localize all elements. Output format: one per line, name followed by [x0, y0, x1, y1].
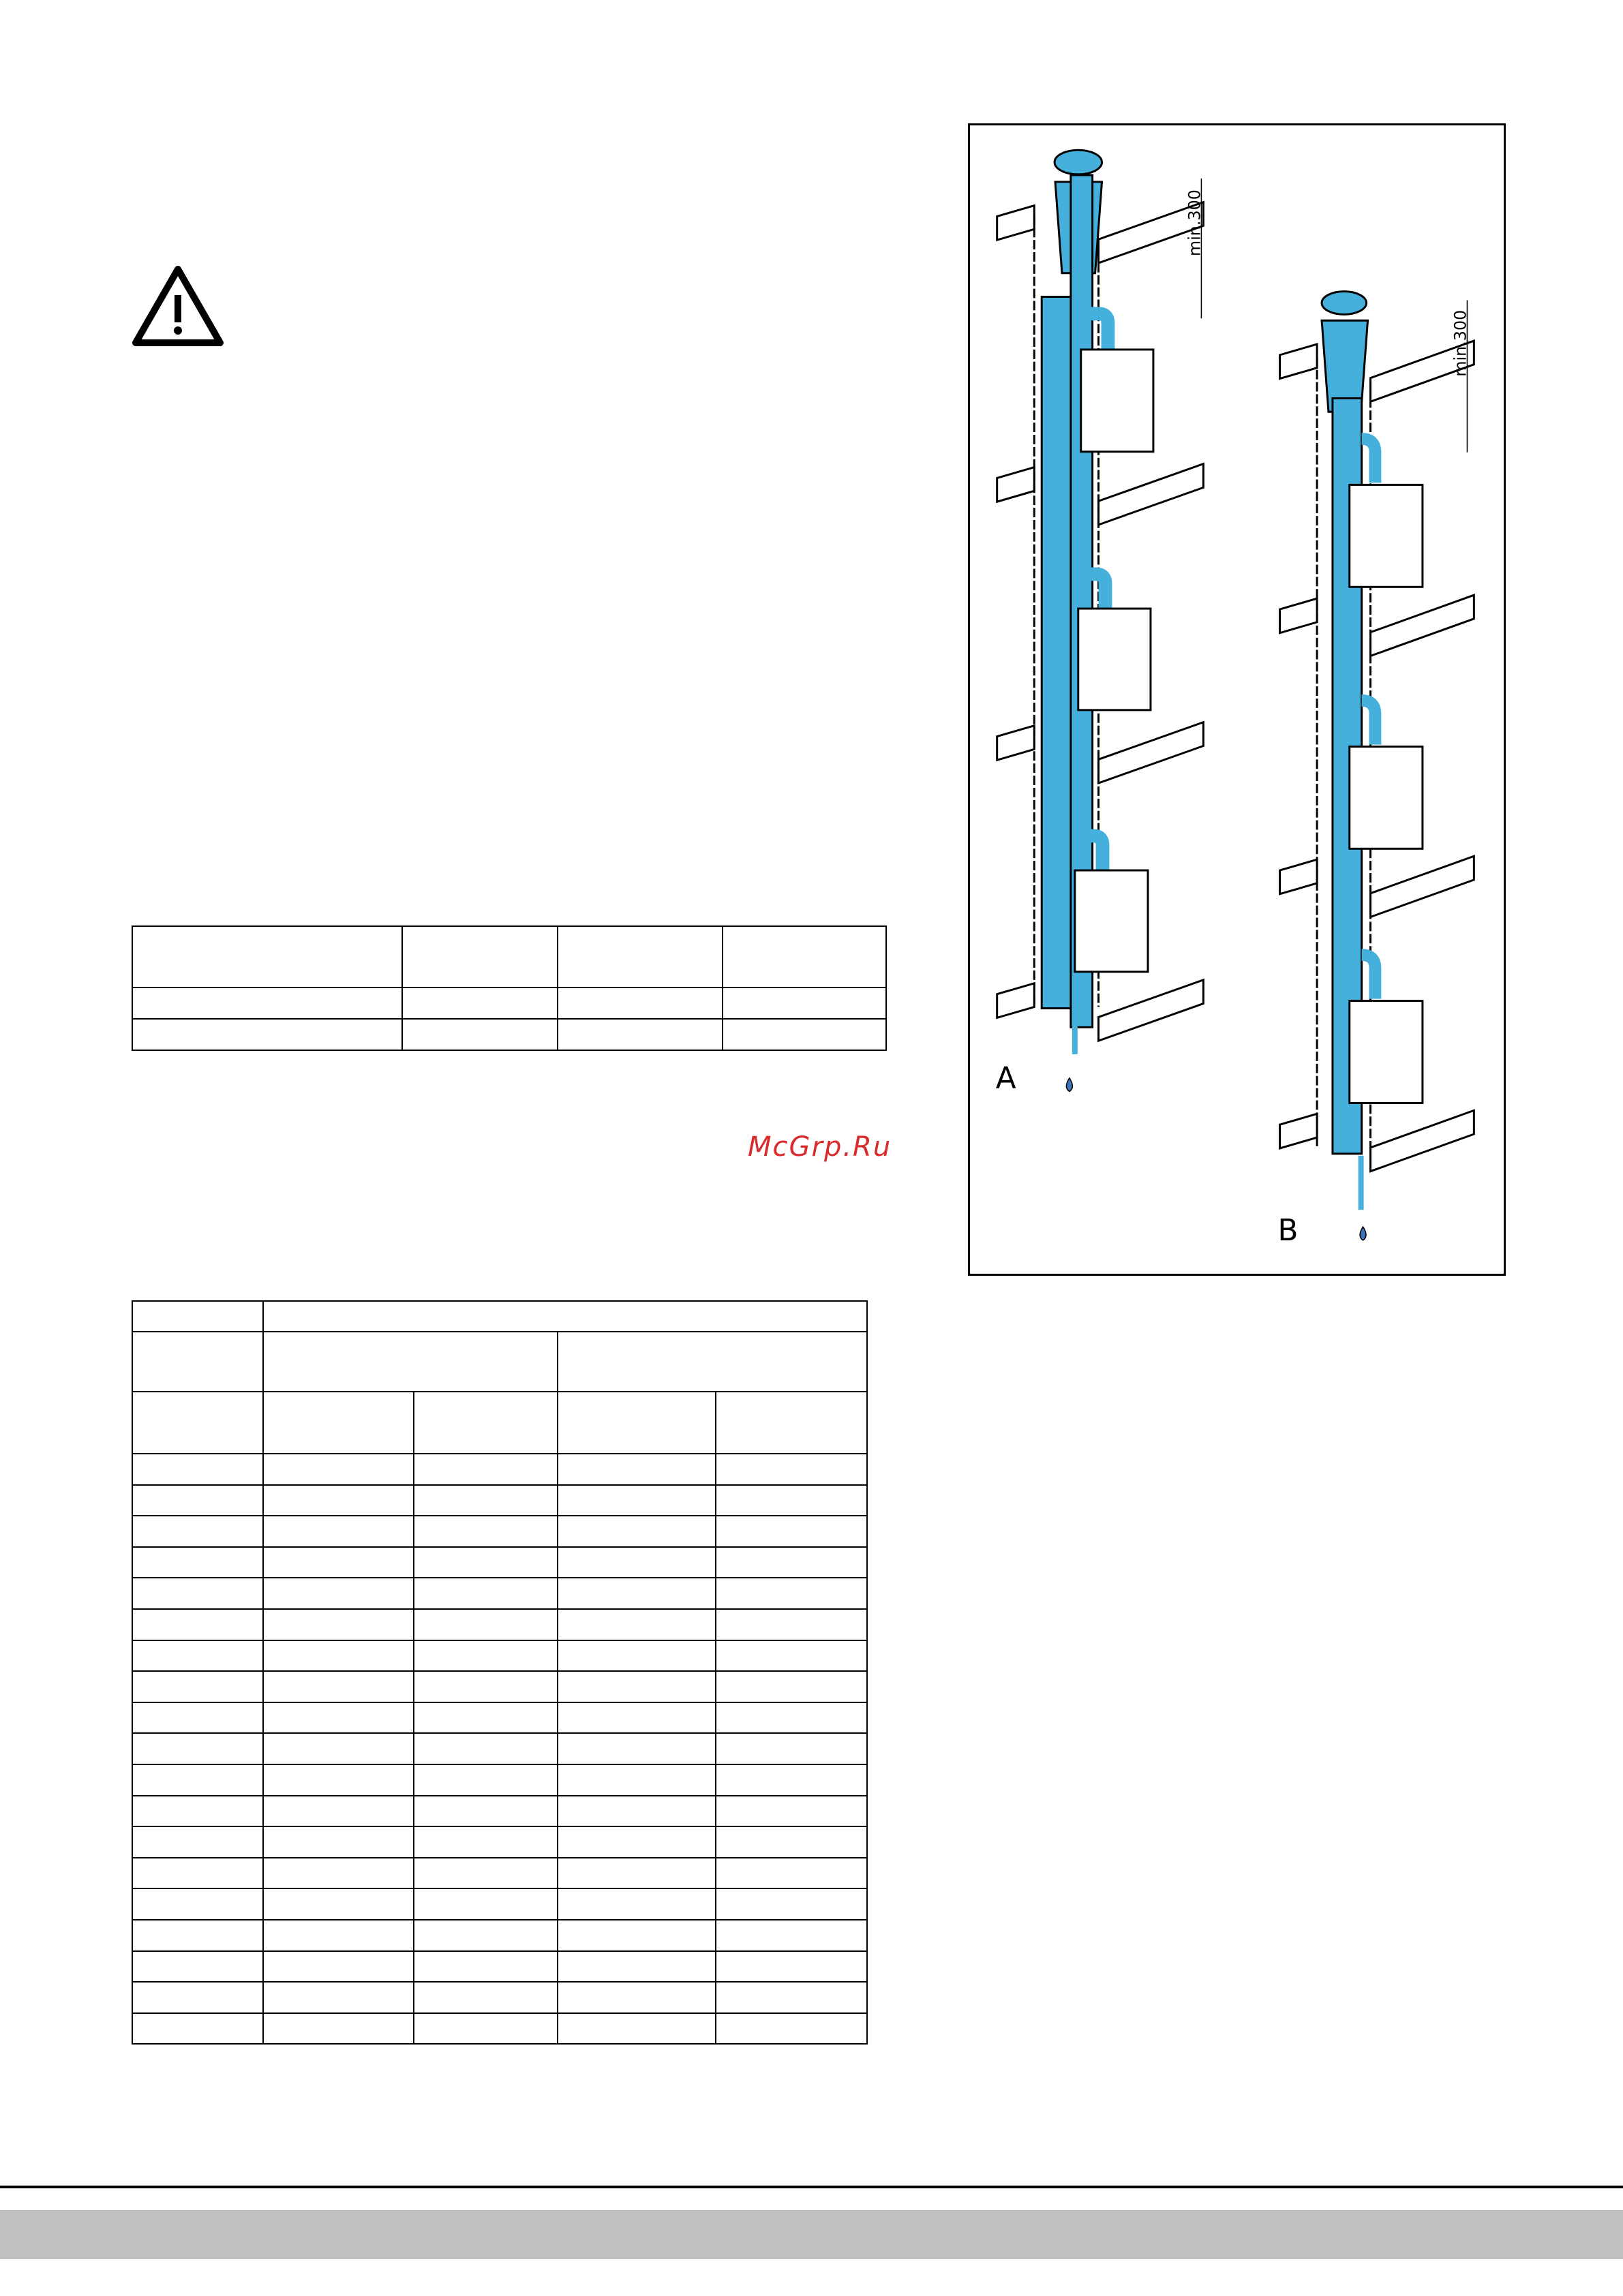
table-cell — [263, 1671, 414, 1702]
table-cell — [716, 1392, 867, 1454]
table-cell — [716, 1888, 867, 1920]
table-cell — [558, 1733, 716, 1764]
footer-bar — [0, 2210, 1623, 2259]
table-cell — [716, 1640, 867, 1672]
table-cell — [558, 1485, 716, 1516]
table-cell — [558, 1888, 716, 1920]
table-cell — [132, 1920, 263, 1951]
table-cell — [716, 1485, 867, 1516]
table-cell — [132, 1951, 263, 1983]
flue-cap — [1322, 292, 1366, 315]
table-cell — [132, 1485, 263, 1516]
table-cell — [558, 1332, 867, 1392]
table-cell — [402, 926, 558, 988]
table-cell — [263, 1796, 414, 1827]
table-cell — [716, 1858, 867, 1889]
table-row — [132, 2013, 867, 2045]
table-cell — [414, 1826, 558, 1858]
table-cell — [558, 1920, 716, 1951]
table-cell — [132, 1826, 263, 1858]
table-cell — [414, 1640, 558, 1672]
table-cell — [414, 1578, 558, 1609]
table-cell — [263, 1516, 414, 1547]
table-cell — [558, 926, 723, 988]
table-cell — [263, 1826, 414, 1858]
table-row — [132, 1516, 867, 1547]
diagram-a — [997, 150, 1204, 1054]
table-cell — [414, 1733, 558, 1764]
table-cell — [716, 1733, 867, 1764]
table-cell — [263, 1392, 414, 1454]
table-cell — [263, 1951, 414, 1983]
table-cell — [132, 1578, 263, 1609]
connector-pipe — [1362, 439, 1376, 483]
table-cell — [558, 1951, 716, 1983]
table-cell — [263, 1454, 414, 1485]
table-cell — [263, 1640, 414, 1672]
table-cell — [132, 1888, 263, 1920]
table-cell — [716, 1609, 867, 1640]
table-cell — [414, 1485, 558, 1516]
table-cell — [414, 1454, 558, 1485]
table-row — [132, 1578, 867, 1609]
boiler-unit — [1350, 485, 1423, 587]
data-table-small — [132, 925, 887, 1051]
table-cell — [558, 1671, 716, 1702]
table-cell — [263, 1858, 414, 1889]
table-row — [132, 1332, 867, 1392]
table-cell — [558, 1764, 716, 1796]
table-cell — [558, 1982, 716, 2013]
table-row — [132, 1547, 867, 1578]
table-cell — [558, 988, 723, 1019]
table-cell — [414, 1547, 558, 1578]
boiler-unit — [1075, 870, 1148, 972]
label-a: A — [995, 1060, 1016, 1096]
table-cell — [132, 1858, 263, 1889]
table-row — [132, 1609, 867, 1640]
table-cell — [132, 1702, 263, 1734]
data-table-large — [132, 1300, 868, 2045]
table-cell — [263, 1332, 558, 1392]
table-cell — [716, 1547, 867, 1578]
warning-triangle-icon — [132, 265, 224, 348]
table-cell — [402, 1019, 558, 1050]
table-cell — [263, 1578, 414, 1609]
table-row — [132, 1796, 867, 1827]
flue-installation-diagram — [970, 125, 1504, 1274]
table-cell — [132, 1392, 263, 1454]
connector-pipe — [1362, 955, 1376, 999]
table-row — [132, 1826, 867, 1858]
table-cell — [414, 1516, 558, 1547]
table-cell — [558, 1858, 716, 1889]
table-cell — [716, 1982, 867, 2013]
table-cell — [132, 1982, 263, 2013]
table-row — [132, 1982, 867, 2013]
table-cell — [263, 1609, 414, 1640]
table-cell — [716, 1702, 867, 1734]
table-cell — [132, 1301, 263, 1332]
watermark-text: McGrp.Ru — [748, 1131, 892, 1163]
table-cell — [414, 1982, 558, 2013]
table-cell — [414, 1888, 558, 1920]
table-cell — [558, 1547, 716, 1578]
table-cell — [558, 1578, 716, 1609]
table-cell — [132, 1764, 263, 1796]
table-cell — [716, 1578, 867, 1609]
table-cell — [414, 1951, 558, 1983]
table-row — [132, 1301, 867, 1332]
table-cell — [132, 1454, 263, 1485]
connector-pipe — [1362, 701, 1376, 745]
table-row — [132, 1392, 867, 1454]
water-drop-icon — [1360, 1227, 1366, 1240]
table-row — [132, 1764, 867, 1796]
boiler-unit — [1350, 746, 1423, 848]
table-cell — [132, 926, 402, 988]
table-cell — [558, 1019, 723, 1050]
table-row — [132, 1485, 867, 1516]
table-cell — [132, 1516, 263, 1547]
table-cell — [263, 1485, 414, 1516]
table-row — [132, 1920, 867, 1951]
table-cell — [132, 1547, 263, 1578]
table-cell — [723, 988, 886, 1019]
table-cell — [132, 1796, 263, 1827]
table-cell — [558, 1609, 716, 1640]
table-cell — [716, 1920, 867, 1951]
table-cell — [402, 988, 558, 1019]
dimension-label-b: min.300 — [1451, 309, 1470, 377]
table-row — [132, 1671, 867, 1702]
boiler-unit — [1081, 350, 1153, 452]
table-cell — [263, 1982, 414, 2013]
water-drop-icon — [1066, 1078, 1072, 1092]
figure-frame — [968, 123, 1506, 1276]
table-cell — [716, 1796, 867, 1827]
table-cell — [414, 1920, 558, 1951]
table-row — [132, 1733, 867, 1764]
table-cell — [414, 1858, 558, 1889]
table-cell — [716, 2013, 867, 2045]
table-cell — [132, 1671, 263, 1702]
table-cell — [132, 1609, 263, 1640]
table-row — [132, 1702, 867, 1734]
table-cell — [414, 1764, 558, 1796]
table-cell — [263, 2013, 414, 2045]
table-cell — [263, 1547, 414, 1578]
table-cell — [414, 1392, 558, 1454]
table-row — [132, 1858, 867, 1889]
table-cell — [263, 1702, 414, 1734]
table-cell — [716, 1454, 867, 1485]
table-cell — [132, 1019, 402, 1050]
table-row — [132, 1888, 867, 1920]
table-cell — [716, 1826, 867, 1858]
table-cell — [723, 926, 886, 988]
table-cell — [558, 2013, 716, 2045]
footer-rule — [0, 2186, 1623, 2188]
table-row — [132, 1454, 867, 1485]
table-cell — [558, 1454, 716, 1485]
table-cell — [132, 1640, 263, 1672]
table-cell — [558, 1392, 716, 1454]
table-cell — [414, 1702, 558, 1734]
table-cell — [558, 1702, 716, 1734]
table-cell — [132, 988, 402, 1019]
table-cell — [132, 1332, 263, 1392]
table-cell — [132, 1733, 263, 1764]
table-row — [132, 1640, 867, 1672]
table-cell — [414, 1671, 558, 1702]
table-cell — [558, 1516, 716, 1547]
diagram-b — [1280, 292, 1474, 1210]
table-cell — [132, 2013, 263, 2045]
table-cell — [414, 1796, 558, 1827]
table-row — [132, 1951, 867, 1983]
table-cell — [716, 1764, 867, 1796]
boiler-unit — [1078, 609, 1151, 710]
table-cell — [414, 1609, 558, 1640]
table-cell — [263, 1301, 867, 1332]
table-cell — [558, 1796, 716, 1827]
table-cell — [263, 1733, 414, 1764]
table-cell — [716, 1671, 867, 1702]
table-cell — [263, 1764, 414, 1796]
table-cell — [414, 2013, 558, 2045]
table-cell — [723, 1019, 886, 1050]
table-cell — [716, 1951, 867, 1983]
boiler-unit — [1350, 1001, 1423, 1103]
table-cell — [263, 1920, 414, 1951]
table-cell — [716, 1516, 867, 1547]
table-cell — [558, 1826, 716, 1858]
table-cell — [263, 1888, 414, 1920]
table-cell — [558, 1640, 716, 1672]
dimension-label-a: min.300 — [1185, 189, 1204, 256]
flue-cap — [1055, 150, 1102, 174]
label-b: B — [1277, 1212, 1299, 1248]
